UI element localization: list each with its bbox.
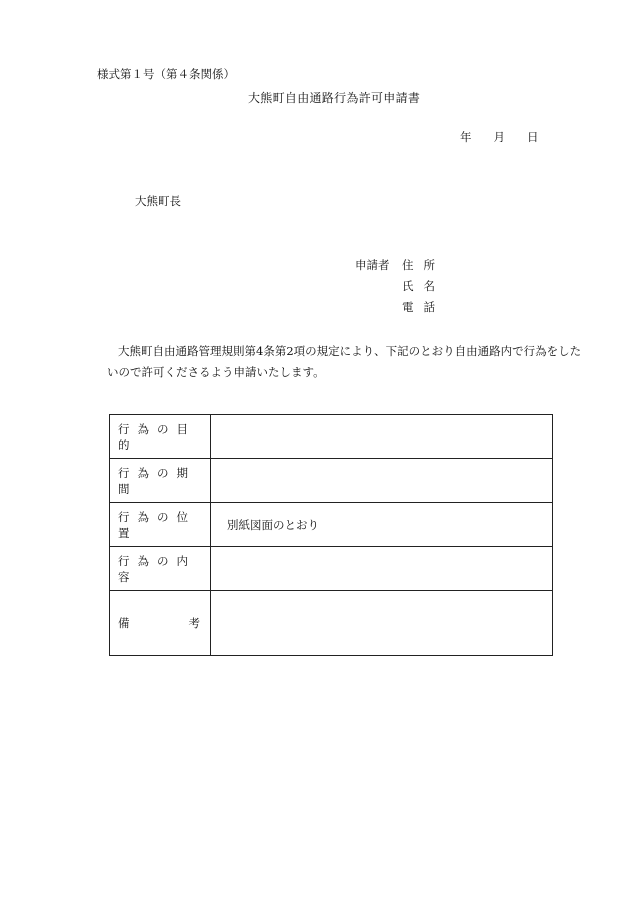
table-row <box>110 415 553 459</box>
addressee: 大熊町長 <box>135 194 181 208</box>
table-row <box>110 591 553 656</box>
purpose-value <box>211 415 553 459</box>
date-day-label: 日 <box>527 130 539 144</box>
remarks-label-left: 備 <box>118 616 130 630</box>
content-label: 行為の内容 <box>110 547 211 591</box>
applicant-label: 申請者 <box>355 258 390 272</box>
remarks-label-right: 考 <box>188 616 200 630</box>
table-row <box>110 503 553 547</box>
purpose-label: 行為の目的 <box>110 415 211 459</box>
application-statement: 大熊町自由通路管理規則第4条第2項の規定により、下記のとおり自由通路内で行為をしたいので許可くださるよう申請いたします。 <box>107 344 582 379</box>
period-value <box>211 459 553 503</box>
location-label: 行為の位置 <box>110 503 211 547</box>
document-title: 大熊町自由通路行為許可申請書 <box>248 91 421 105</box>
remarks-label <box>110 591 211 656</box>
applicant-name-label: 氏名 <box>402 279 445 293</box>
applicant-phone-label: 電話 <box>402 300 445 314</box>
remarks-value <box>211 591 553 656</box>
application-table <box>109 414 553 656</box>
applicant-address-label: 住所 <box>402 258 445 272</box>
date-month-label: 月 <box>493 130 505 144</box>
content-value <box>211 547 553 591</box>
date-line <box>460 129 539 145</box>
form-number: 様式第１号（第４条関係） <box>97 67 235 81</box>
table-row <box>110 459 553 503</box>
location-value: 別紙図面のとおり <box>211 503 553 547</box>
date-year-label: 年 <box>460 130 472 144</box>
period-label: 行為の期間 <box>110 459 211 503</box>
table-row <box>110 547 553 591</box>
